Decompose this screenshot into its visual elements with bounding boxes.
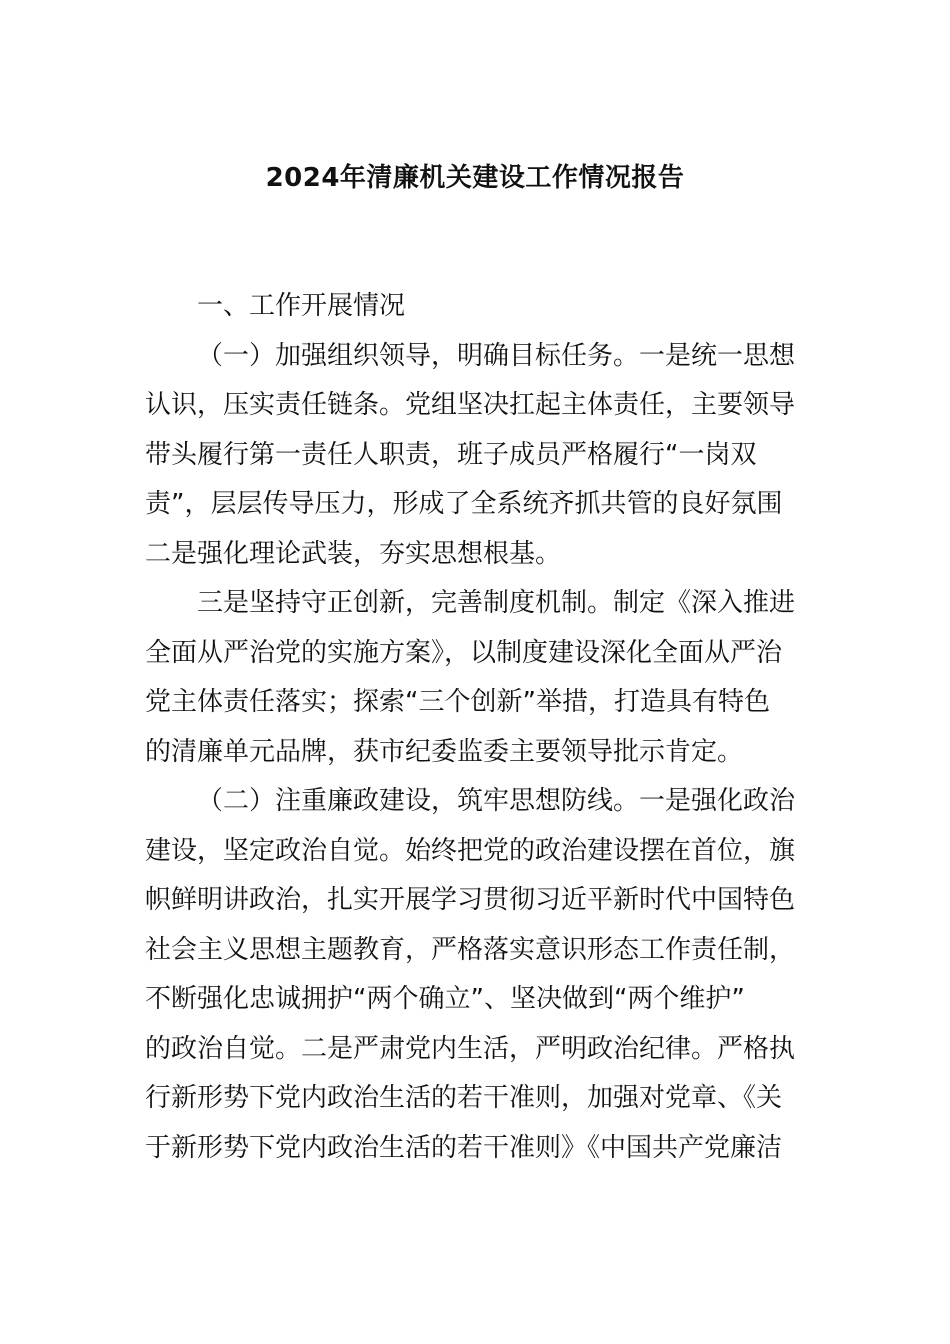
paragraph-line: 于新形势下党内政治生活的若干准则》《中国共产党廉洁 [145,1132,783,1163]
section-heading: 一、工作开展情况 [197,291,406,321]
paragraph-line: （一）加强组织领导，明确目标任务。一是统一思想 [197,340,796,371]
paragraph-line: 的清廉单元品牌，获市纪委监委主要领导批示肯定。 [145,736,744,767]
paragraph-line: 帜鲜明讲政治，扎实开展学习贯彻习近平新时代中国特色 [145,885,796,915]
paragraph-line: 二是强化理论武装，夯实思想根基。 [145,538,562,569]
paragraph-line: 责”，层层传导压力，形成了全系统齐抓共管的良好氛围 [145,489,783,519]
paragraph-line: 全面从严治党的实施方案》，以制度建设深化全面从严治 [145,637,783,668]
paragraph-line: 行新形势下党内政治生活的若干准则，加强对党章、《关 [145,1083,783,1113]
paragraph-line: 建设，坚定政治自觉。始终把党的政治建设摆在首位，旗 [145,835,796,866]
paragraph-line: 的政治自觉。二是严肃党内生活，严明政治纪律。严格执 [145,1033,796,1064]
paragraph-line: （二）注重廉政建设，筑牢思想防线。一是强化政治 [197,786,796,816]
paragraph-line: 带头履行第一责任人职责，班子成员严格履行“一岗双 [145,439,757,470]
paragraph-line: 认识，压实责任链条。党组坚决扛起主体责任，主要领导 [145,390,796,420]
paragraph-line: 三是坚持守正创新，完善制度机制。制定《深入推进 [197,588,796,618]
paragraph-line: 党主体责任落实；探索“三个创新”举措，打造具有特色 [145,687,770,717]
document-body [145,282,805,1173]
paragraph-line: 社会主义思想主题教育，严格落实意识形态工作责任制， [145,934,796,965]
document-title: 2024年清廉机关建设工作情况报告 [265,163,685,193]
paragraph-line: 不断强化忠诚拥护“两个确立”、坚决做到“两个维护” [145,984,745,1014]
